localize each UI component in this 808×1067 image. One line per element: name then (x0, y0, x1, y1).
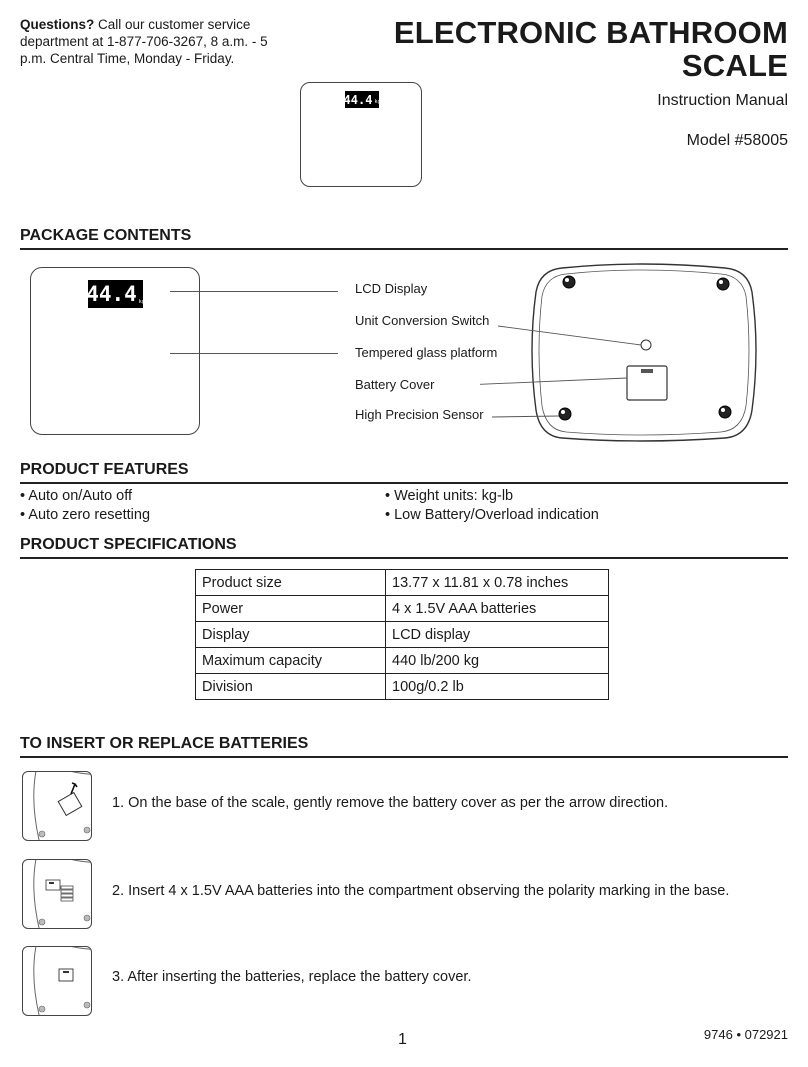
manual-subtitle: Instruction Manual (657, 92, 788, 109)
product-features-heading: PRODUCT FEATURES (20, 461, 788, 484)
table-row (196, 596, 609, 622)
spec-value: 440 lb/200 kg (386, 648, 609, 674)
lcd-reading: 44.4 (343, 92, 373, 107)
feature-item: • Auto on/Auto off (20, 488, 133, 504)
step-3-illustration (22, 946, 92, 1016)
lcd-display-small (345, 91, 379, 108)
spec-name: Display (196, 622, 386, 648)
label-lcd-display: LCD Display (355, 281, 428, 296)
spec-name: Power (196, 596, 386, 622)
batteries-heading: TO INSERT OR REPLACE BATTERIES (20, 735, 788, 758)
step-1-illustration (22, 771, 92, 841)
spec-name: Maximum capacity (196, 648, 386, 674)
lcd-reading: 44.4 (86, 282, 137, 306)
spec-value: 13.77 x 11.81 x 0.78 inches (386, 570, 609, 596)
leader-line-platform (170, 353, 338, 354)
contact-info (20, 16, 280, 67)
label-unit-conversion-switch: Unit Conversion Switch (355, 313, 490, 328)
spec-name: Product size (196, 570, 386, 596)
spec-value: LCD display (386, 622, 609, 648)
leader-line-lcd (170, 291, 338, 292)
scale-front-illustration (30, 267, 200, 435)
lcd-display-large (88, 280, 143, 308)
battery-step-1: 1. On the base of the scale, gently remove the battery cover as per the arrow direction. (112, 795, 669, 811)
scale-illustration-small (300, 82, 422, 187)
lcd-unit: kg (138, 299, 145, 305)
label-battery-cover: Battery Cover (355, 377, 435, 392)
scale-back-illustration (480, 260, 780, 445)
step-2-illustration (22, 859, 92, 929)
document-code: 9746 • 072921 (703, 1027, 788, 1042)
battery-step-2: 2. Insert 4 x 1.5V AAA batteries into the compartment observing the polarity marking in the base. (112, 883, 730, 899)
model-number: Model #58005 (686, 132, 788, 149)
label-tempered-glass-platform: Tempered glass platform (355, 345, 498, 360)
contact-text: Call our customer service department at 1-877-706-3267, 8 a.m. - 5 p.m. Central Time, Monday - Friday. (20, 17, 268, 66)
specifications-table (195, 569, 609, 700)
battery-step-3: 3. After inserting the batteries, replace the battery cover. (112, 969, 472, 985)
label-high-precision-sensor: High Precision Sensor (355, 407, 484, 422)
feature-item: • Auto zero resetting (20, 507, 151, 523)
package-contents-heading: PACKAGE CONTENTS (20, 227, 788, 250)
page-number: 1 (398, 1031, 407, 1048)
lcd-unit: kg (374, 99, 381, 105)
spec-name: Division (196, 674, 386, 700)
feature-item: • Low Battery/Overload indication (385, 507, 599, 523)
table-row (196, 570, 609, 596)
table-row (196, 674, 609, 700)
product-specifications-heading: PRODUCT SPECIFICATIONS (20, 536, 788, 559)
table-row (196, 648, 609, 674)
feature-item: • Weight units: kg-lb (385, 488, 514, 504)
table-row (196, 622, 609, 648)
contact-bold: Questions? (20, 17, 95, 32)
spec-value: 4 x 1.5V AAA batteries (386, 596, 609, 622)
document-title: ELECTRONIC BATHROOM SCALE (393, 15, 788, 83)
spec-value: 100g/0.2 lb (386, 674, 609, 700)
